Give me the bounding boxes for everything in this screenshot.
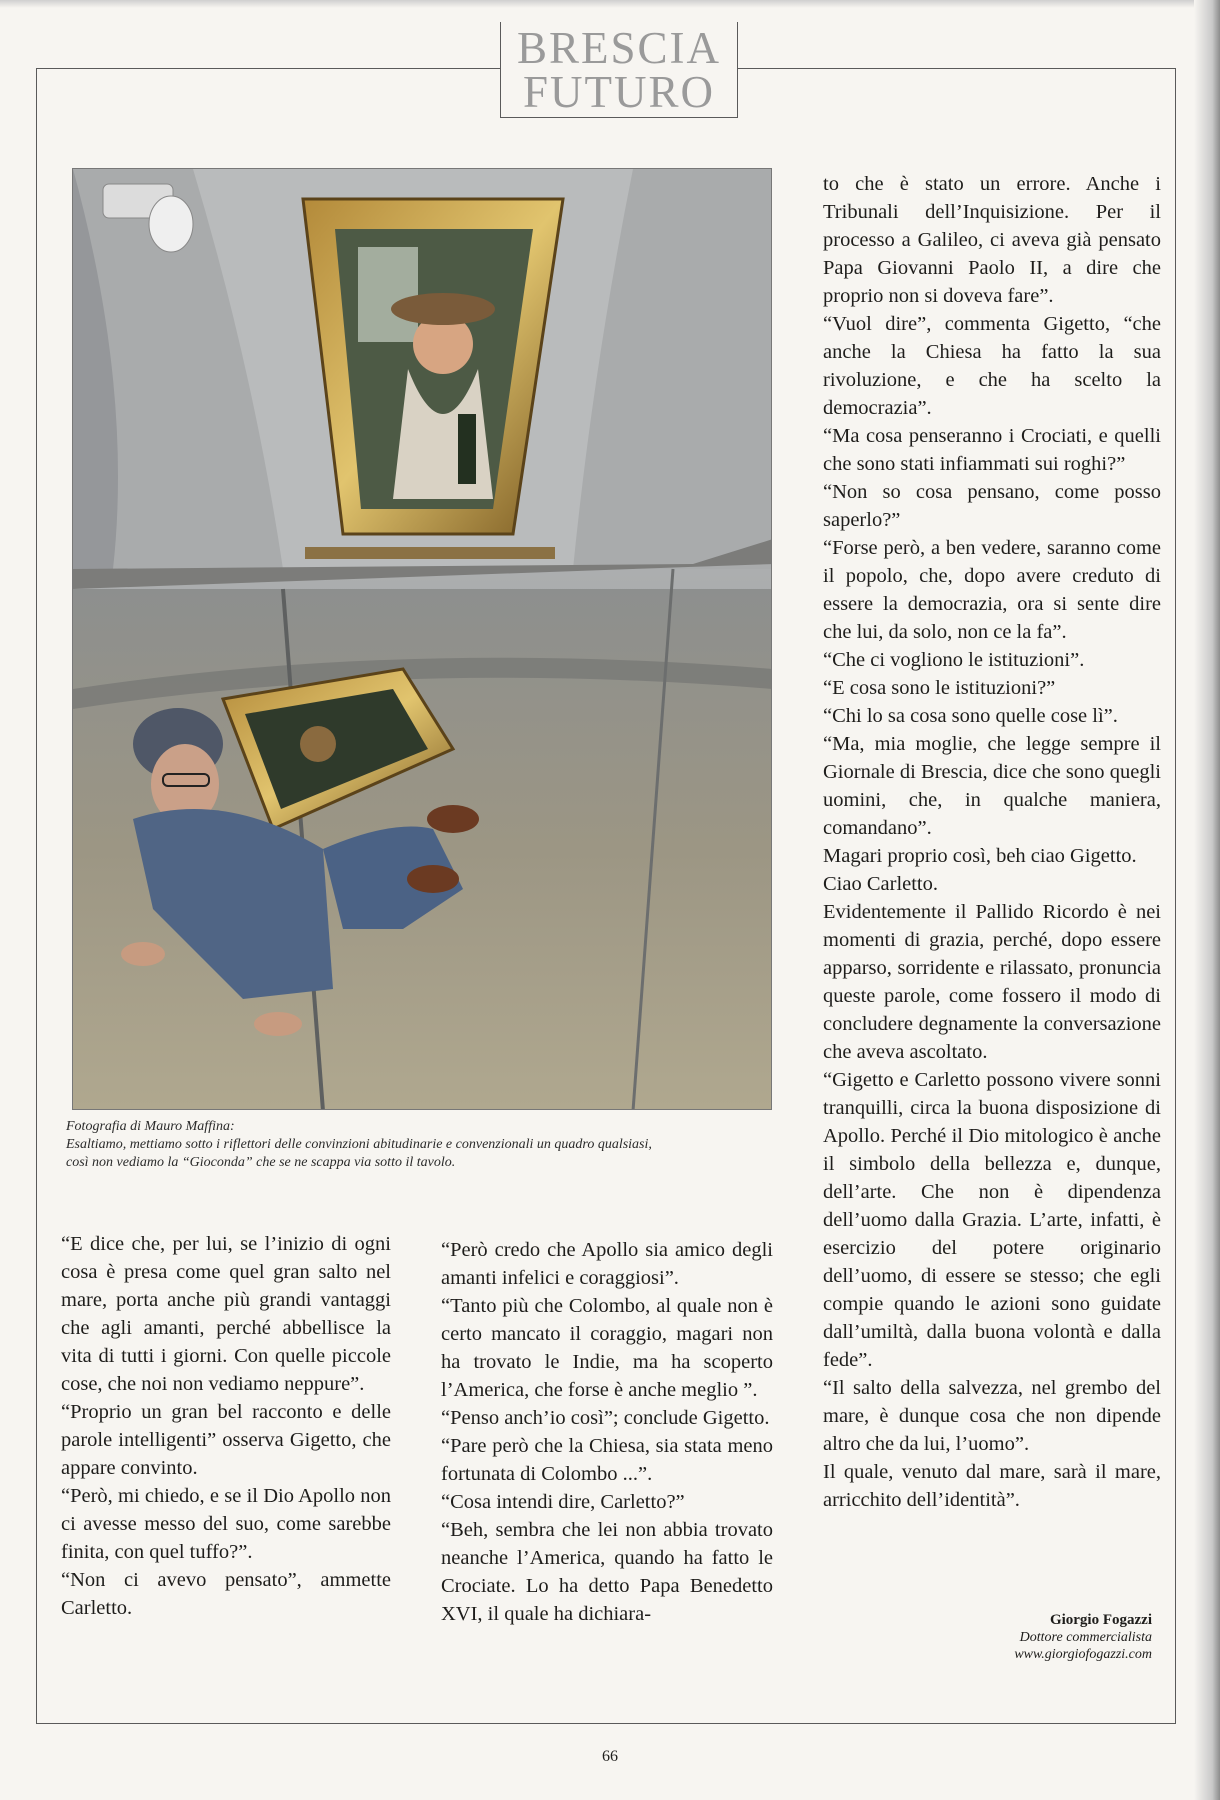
page-number: 66 [602,1748,618,1765]
masthead-logo [500,22,738,118]
paragraph: “Non ci avevo pensato”, ammette Carletto. [61,1569,391,1619]
paragraph: “Beh, sembra che lei non abbia trovato neanche l’America, quando ha fatto le Crociate. Lo ha detto Papa Benedetto XVI, il quale ha dichiara- [441,1519,773,1625]
paragraph: “Ma cosa penseranno i Crociati, e quelli che sono stati infiammati sui roghi?” [823,425,1161,475]
paragraph: “Non so cosa pensano, come posso saperlo?” [823,481,1161,531]
paragraph: “Forse però, a ben vedere, saranno come il popolo, che, dopo avere creduto di essere la democrazia, ora si sente dire che lui, da solo, non ce la fa”. [823,537,1161,643]
paragraph: “E dice che, per lui, se l’inizio di ogni cosa è presa come quel gran salto nel mare, porta anche più grandi vantaggi che agli amanti, perché abbellisce la vita di tutti i giorni. Con quelle piccole cose, che noi non vediamo neppure”. [61,1233,391,1395]
photo-caption [66,1118,786,1172]
paragraph: “Però, mi chiedo, e se il Dio Apollo non ci avesse messo del suo, come sarebbe finita, con quel tuffo?”. [61,1485,391,1563]
author-website: www.giorgiofogazzi.com [1014,1647,1152,1662]
paragraph: “Tanto più che Colombo, al quale non è certo mancato il coraggio, magari non ha trovato le Indie, ma ha scoperto l’America, che forse è anche meglio ”. [441,1295,773,1401]
paragraph: “Cosa intendi dire, Carletto?” [441,1491,685,1513]
article-column-3 [823,170,1161,1514]
masthead-line-1: BRESCIA [516,23,722,73]
article-photo [72,168,772,1110]
paragraph: to che è stato un errore. Anche i Tribunali dell’Inquisizione. Per il processo a Galileo, ci aveva già pensato Papa Giovanni Paolo II, a dire che proprio non si doveva fare”. [823,173,1161,307]
author-signature [880,1612,1152,1663]
paragraph: “Proprio un gran bel racconto e delle parole intelligenti” osserva Gigetto, che appare convinto. [61,1401,391,1479]
author-name: Giorgio Fogazzi [1049,1612,1152,1628]
paragraph: “Che ci vogliono le istituzioni”. [823,649,1085,671]
caption-line-1: Esaltiamo, mettiamo sotto i riflettori delle convinzioni abitudinarie e convenzionali un quadro qualsiasi, [66,1137,652,1152]
paragraph: “E cosa sono le istituzioni?” [823,677,1056,699]
paragraph: “Gigetto e Carletto possono vivere sonni tranquilli, circa la buona disposizione di Apollo. Perché il Dio mitologico è anche il simbolo della bellezza e, dunque, dell’arte. Che non è dipendenza dell’uomo dalla Grazia. L’arte, infatti, è esercizio del potere originario dell’uomo, di essere se stesso; che egli compie quando le azioni sono guidate dall’umiltà, dalla buona volontà e dalla fede”. [823,1069,1161,1371]
article-column-2 [441,1236,773,1628]
scan-edge-top [0,0,1220,8]
paragraph: Magari proprio così, beh ciao Gigetto. [823,845,1137,867]
caption-line-2: così non vediamo la “Gioconda” che se ne scappa via sotto il tavolo. [66,1155,456,1170]
article-column-1 [61,1230,391,1622]
paragraph: Il quale, venuto dal mare, sarà il mare, arricchito dell’identità”. [823,1461,1161,1511]
caption-credit: Fotografia di Mauro Maffina: [66,1119,235,1134]
paragraph: “Ma, mia moglie, che legge sempre il Giornale di Brescia, dice che sono quegli uomini, che, in qualche maniera, comandano”. [823,733,1161,839]
paragraph: “Chi lo sa cosa sono quelle cose lì”. [823,705,1118,727]
paragraph: “Pare però che la Chiesa, sia stata meno fortunata di Colombo ...”. [441,1435,773,1485]
masthead-line-2: FUTURO [522,67,716,117]
photo-illustration [73,169,772,1110]
paragraph: “Penso anch’io così”; conclude Gigetto. [441,1407,770,1429]
paragraph: Evidentemente il Pallido Ricordo è nei momenti di grazia, perché, dopo essere apparso, sorridente e rilassato, pronuncia queste parole, come fossero il modo di concludere degnamente la conversazione che aveva ascoltato. [823,901,1161,1063]
scan-edge-right [1194,0,1220,1800]
paragraph: “Vuol dire”, commenta Gigetto, “che anche la Chiesa ha fatto la sua rivoluzione, e che ha scelto la democrazia”. [823,313,1161,419]
paragraph: “Il salto della salvezza, nel grembo del mare, è dunque cosa che non dipende altro che da lui, l’uomo”. [823,1377,1161,1455]
paragraph: Ciao Carletto. [823,873,939,895]
author-role: Dottore commercialista [1019,1630,1152,1645]
paragraph: “Però credo che Apollo sia amico degli amanti infelici e coraggiosi”. [441,1239,773,1289]
